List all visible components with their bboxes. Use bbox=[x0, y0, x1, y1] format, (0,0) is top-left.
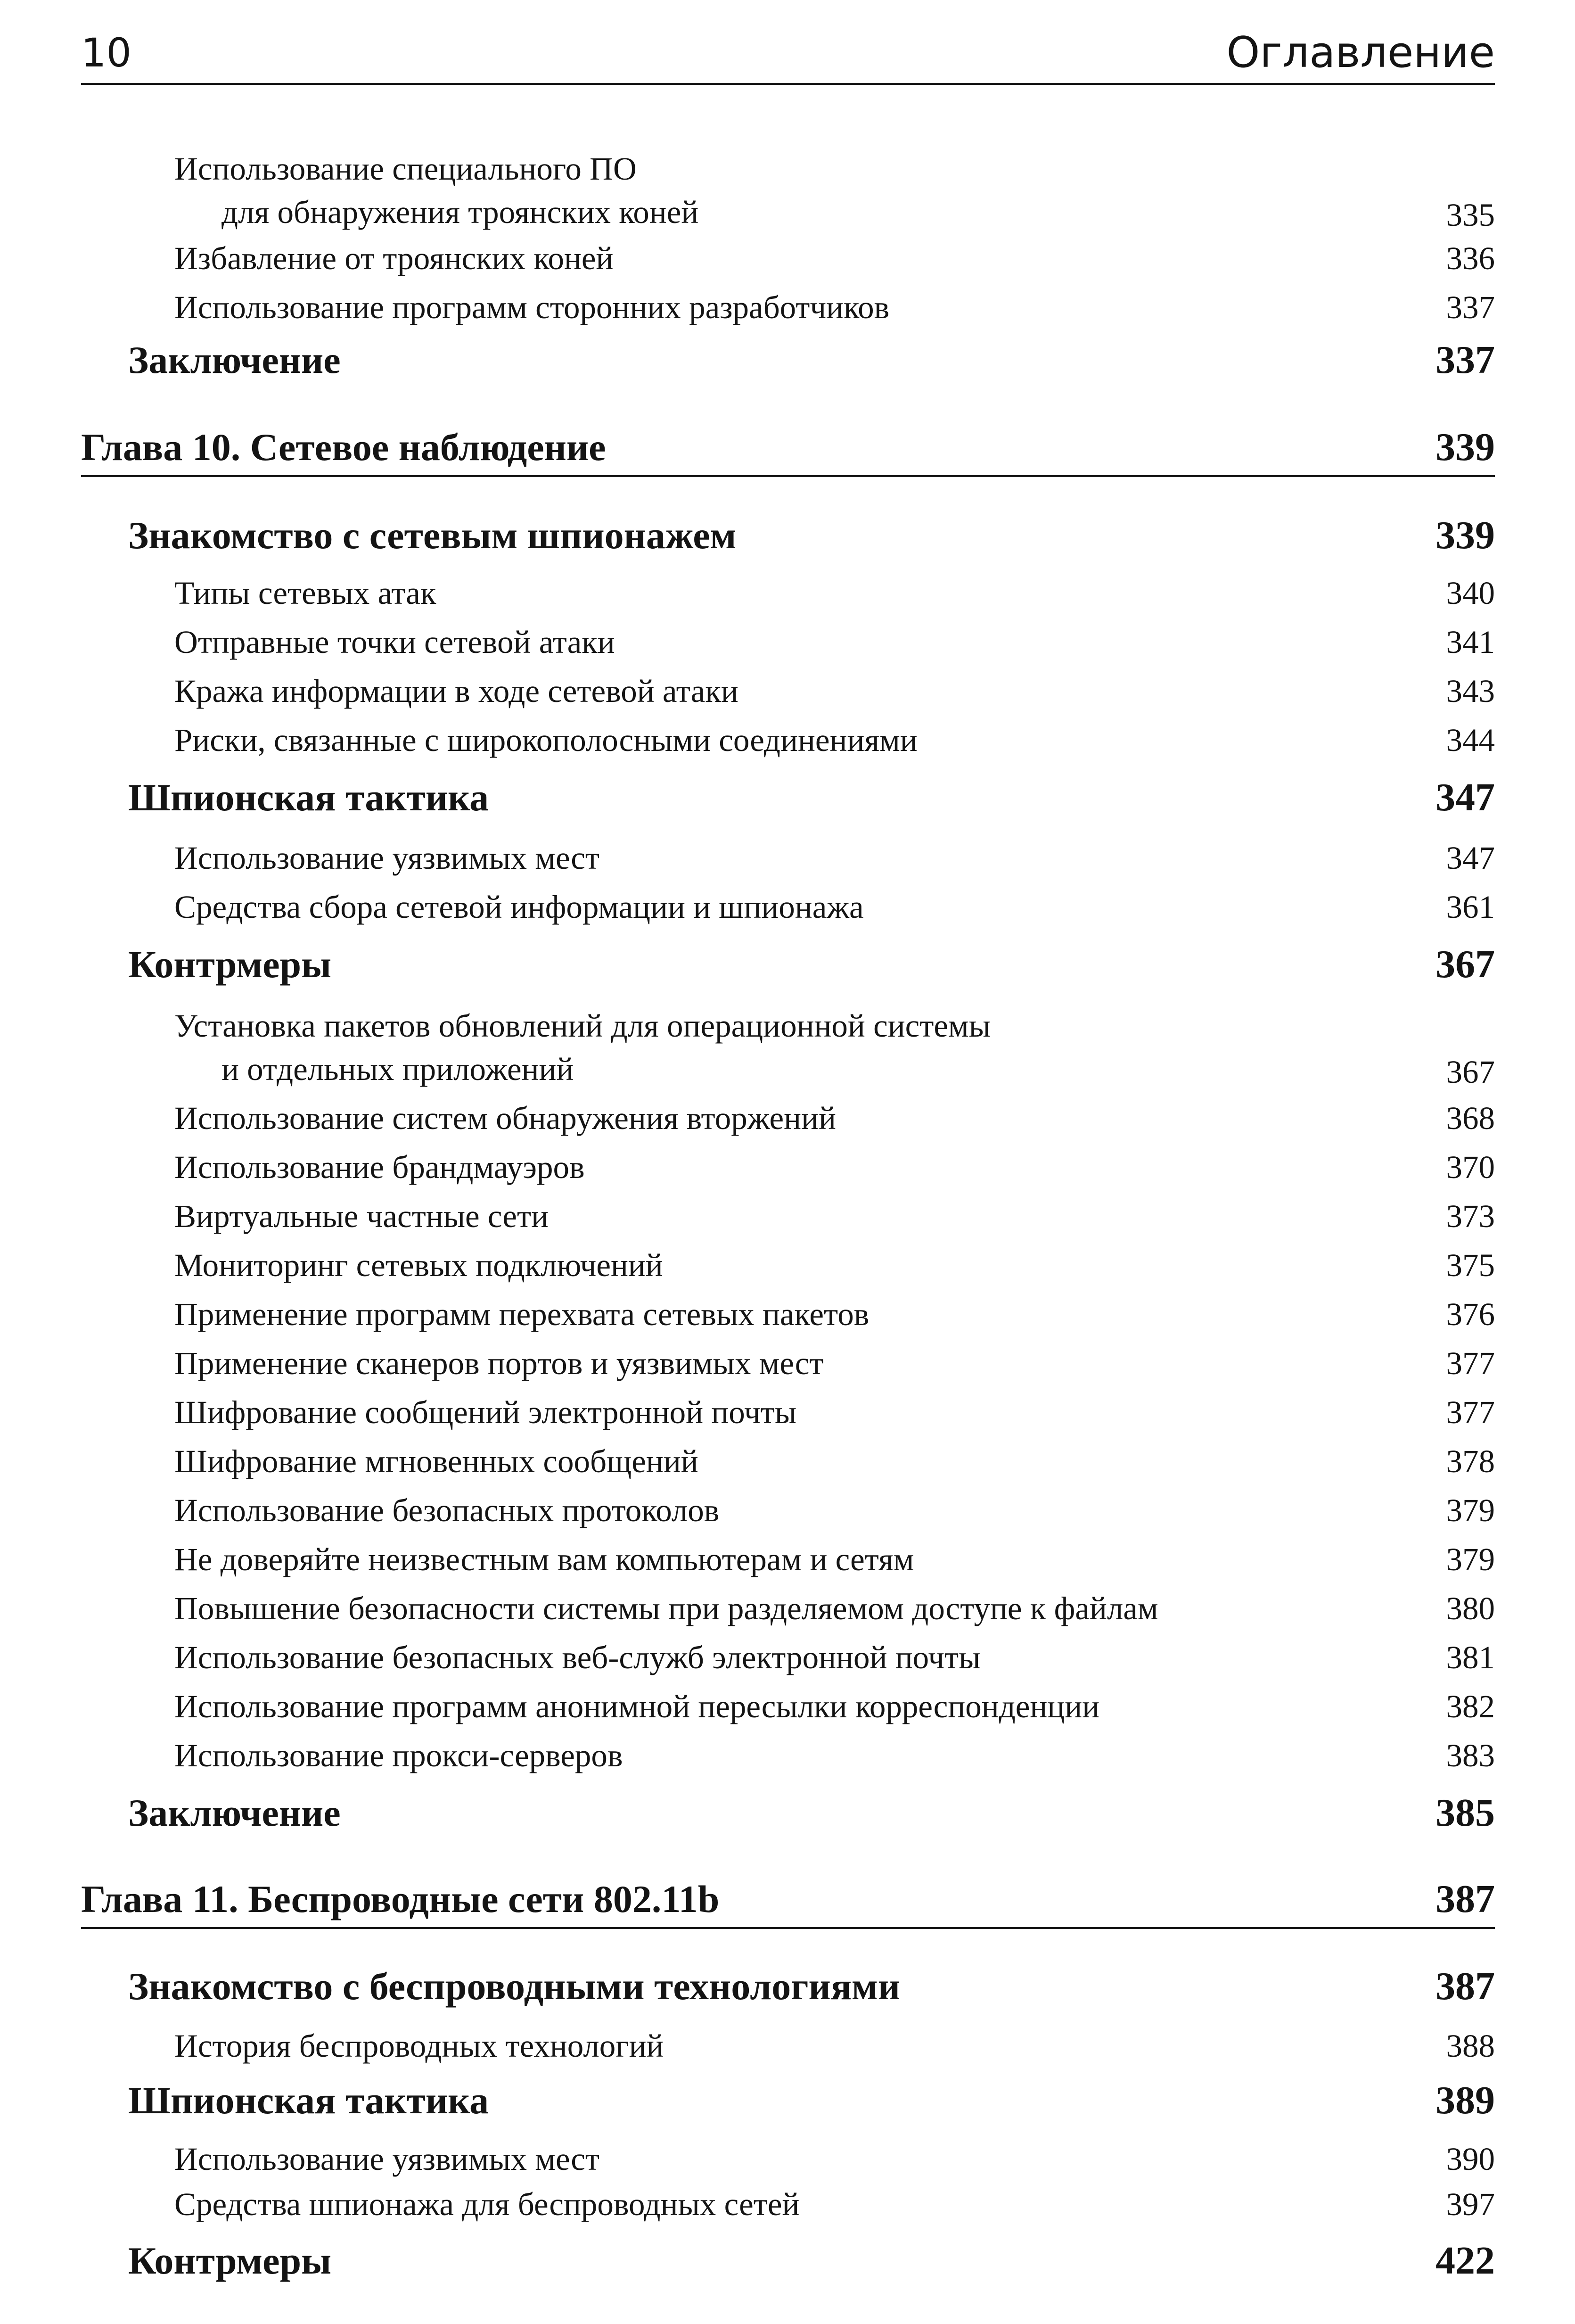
toc-entry-title: Использование систем обнаружения вторжений bbox=[174, 1100, 836, 1136]
toc-subsection bbox=[174, 1242, 1495, 1289]
toc-entry-page: 373 bbox=[1446, 1198, 1495, 1234]
toc-entry-title: Виртуальные частные сети bbox=[174, 1198, 549, 1234]
toc-section bbox=[128, 2234, 1495, 2287]
toc-entry-page: 340 bbox=[1446, 575, 1495, 611]
toc-entry-page: 361 bbox=[1446, 889, 1495, 925]
toc-entry-page: 376 bbox=[1446, 1296, 1495, 1332]
toc-subsection bbox=[174, 2022, 1495, 2069]
toc-entry-title: Не доверяйте неизвестным вам компьютерам и сетям bbox=[174, 1541, 914, 1577]
toc-entry-title: Использование безопасных протоколов bbox=[174, 1492, 720, 1528]
toc-entry-title: Знакомство с сетевым шпионажем bbox=[128, 514, 737, 557]
toc-entry-page: 341 bbox=[1446, 624, 1495, 660]
toc-section bbox=[128, 938, 1495, 991]
toc-subsection bbox=[174, 717, 1495, 764]
running-title: Оглавление bbox=[1226, 28, 1495, 77]
toc-subsection bbox=[174, 1095, 1495, 1142]
toc-section bbox=[128, 771, 1495, 824]
toc-entry-page: 344 bbox=[1446, 722, 1495, 758]
toc-entry-title: Использование уязвимых мест bbox=[174, 2141, 600, 2177]
toc-entry-page: 339 bbox=[1436, 513, 1495, 557]
page-number: 10 bbox=[81, 30, 131, 76]
toc-subsection bbox=[174, 1634, 1495, 1681]
toc-entry-page: 343 bbox=[1446, 673, 1495, 709]
toc-entry-title: Использование уязвимых мест bbox=[174, 840, 600, 876]
toc-chapter bbox=[81, 1871, 1495, 1929]
toc-subsection bbox=[174, 235, 1495, 282]
toc-entry-title: Контрмеры bbox=[128, 2239, 332, 2282]
toc-entry-title: Типы сетевых атак bbox=[174, 575, 436, 611]
toc-entry-page: 367 bbox=[1446, 1054, 1495, 1090]
toc-chapter-title: Глава 10. Сетевое наблюдение bbox=[81, 426, 606, 469]
toc-subsection bbox=[174, 883, 1495, 931]
toc-subsection bbox=[174, 1340, 1495, 1387]
toc-subsection bbox=[174, 1732, 1495, 1779]
toc-entry-page: 397 bbox=[1446, 2186, 1495, 2222]
toc-entry-page: 379 bbox=[1446, 1492, 1495, 1528]
toc-chapter-title: Глава 11. Беспроводные сети 802.11b bbox=[81, 1878, 720, 1920]
toc-subsection bbox=[174, 1585, 1495, 1632]
toc-subsection bbox=[174, 1389, 1495, 1436]
toc-entry-title: Использование программ сторонних разработчиков bbox=[174, 289, 890, 325]
toc-entry-title: Средства сбора сетевой информации и шпионажа bbox=[174, 889, 864, 925]
toc-subsection bbox=[174, 1004, 1495, 1094]
toc-section bbox=[128, 1960, 1495, 2013]
toc-subsection bbox=[174, 834, 1495, 882]
toc-subsection bbox=[174, 1487, 1495, 1534]
toc-entry-title: Использование безопасных веб-служб электронной почты bbox=[174, 1640, 981, 1675]
toc-entry-page: 337 bbox=[1446, 289, 1495, 325]
toc-section bbox=[128, 2074, 1495, 2127]
toc-entry-title: Повышение безопасности системы при разделяемом доступе к файлам bbox=[174, 1591, 1158, 1626]
toc-entry-title: Заключение bbox=[128, 338, 341, 381]
toc-subsection bbox=[174, 1536, 1495, 1583]
toc-entry-title-continued: для обнаружения троянских коней bbox=[221, 194, 699, 230]
toc-chapter-page: 387 bbox=[1436, 1877, 1495, 1921]
toc-entry-title: Установка пакетов обновлений для операционной системы bbox=[174, 1008, 991, 1044]
toc-entry-title: Избавление от троянских коней bbox=[174, 240, 614, 276]
toc-section bbox=[128, 334, 1495, 387]
toc-entry-page: 389 bbox=[1436, 2078, 1495, 2122]
toc-entry-title: Шпионская тактика bbox=[128, 2079, 489, 2122]
toc-entry-page: 422 bbox=[1436, 2239, 1495, 2283]
toc-entry-title: Средства шпионажа для беспроводных сетей bbox=[174, 2186, 800, 2222]
toc-subsection bbox=[174, 668, 1495, 715]
toc-entry-page: 336 bbox=[1446, 240, 1495, 276]
toc-subsection bbox=[174, 1144, 1495, 1191]
toc-subsection bbox=[174, 618, 1495, 666]
toc-entry-page: 375 bbox=[1446, 1247, 1495, 1283]
toc-entry-title: Шифрование сообщений электронной почты bbox=[174, 1394, 797, 1430]
toc-subsection bbox=[174, 147, 1495, 237]
toc-subsection bbox=[174, 569, 1495, 617]
toc-entry-page: 367 bbox=[1436, 942, 1495, 986]
toc-entry-page: 383 bbox=[1446, 1738, 1495, 1773]
toc-entry-page: 368 bbox=[1446, 1100, 1495, 1136]
toc-subsection bbox=[174, 284, 1495, 331]
toc-entry-page: 370 bbox=[1446, 1149, 1495, 1185]
toc-entry-page: 337 bbox=[1436, 338, 1495, 382]
toc-subsection bbox=[174, 1291, 1495, 1338]
toc-entry-page: 387 bbox=[1436, 1964, 1495, 2008]
toc-section bbox=[128, 1787, 1495, 1839]
toc-entry-title: Использование брандмауэров bbox=[174, 1149, 585, 1185]
toc-chapter bbox=[81, 420, 1495, 477]
toc-entry-title-continued: и отдельных приложений bbox=[221, 1051, 574, 1087]
toc-entry-page: 335 bbox=[1446, 197, 1495, 233]
toc-entry-page: 385 bbox=[1436, 1791, 1495, 1835]
toc-subsection bbox=[174, 1193, 1495, 1240]
toc-entry-title: Использование программ анонимной пересылки корреспонденции bbox=[174, 1689, 1100, 1724]
toc-entry-page: 377 bbox=[1446, 1394, 1495, 1430]
toc-subsection bbox=[174, 1683, 1495, 1730]
toc-entry-page: 347 bbox=[1436, 775, 1495, 819]
toc-entry-title: Использование специального ПО bbox=[174, 151, 637, 187]
toc-subsection bbox=[174, 1438, 1495, 1485]
toc-entry-title: Шпионская тактика bbox=[128, 776, 489, 819]
toc-entry-title: Риски, связанные с широкополосными соединениями bbox=[174, 722, 918, 758]
toc-subsection bbox=[174, 2135, 1495, 2183]
toc-entry-title: Использование прокси-серверов bbox=[174, 1738, 623, 1773]
toc-entry-page: 377 bbox=[1446, 1345, 1495, 1381]
toc-entry-page: 380 bbox=[1446, 1591, 1495, 1626]
toc-section bbox=[128, 509, 1495, 562]
toc-entry-title: Кража информации в ходе сетевой атаки bbox=[174, 673, 738, 709]
toc-entry-page: 390 bbox=[1446, 2141, 1495, 2177]
toc-entry-page: 347 bbox=[1446, 840, 1495, 876]
toc-subsection bbox=[174, 2181, 1495, 2228]
toc-entry-page: 378 bbox=[1446, 1443, 1495, 1479]
toc-entry-page: 381 bbox=[1446, 1640, 1495, 1675]
toc-entry-title: Мониторинг сетевых подключений bbox=[174, 1247, 663, 1283]
toc-entry-page: 379 bbox=[1446, 1541, 1495, 1577]
toc-entry-title: Отправные точки сетевой атаки bbox=[174, 624, 615, 660]
toc-entry-title: Заключение bbox=[128, 1791, 341, 1834]
toc-entry-title: История беспроводных технологий bbox=[174, 2028, 664, 2064]
toc-entry-title: Применение программ перехвата сетевых пакетов bbox=[174, 1296, 870, 1332]
toc-entry-title: Знакомство с беспроводными технологиями bbox=[128, 1965, 901, 2008]
toc-entry-title: Контрмеры bbox=[128, 943, 332, 986]
toc-entry-page: 382 bbox=[1446, 1689, 1495, 1724]
toc-entry-title: Шифрование мгновенных сообщений bbox=[174, 1443, 698, 1479]
toc-entry-title: Применение сканеров портов и уязвимых мест bbox=[174, 1345, 824, 1381]
toc-chapter-page: 339 bbox=[1436, 425, 1495, 469]
toc-entry-page: 388 bbox=[1446, 2028, 1495, 2064]
